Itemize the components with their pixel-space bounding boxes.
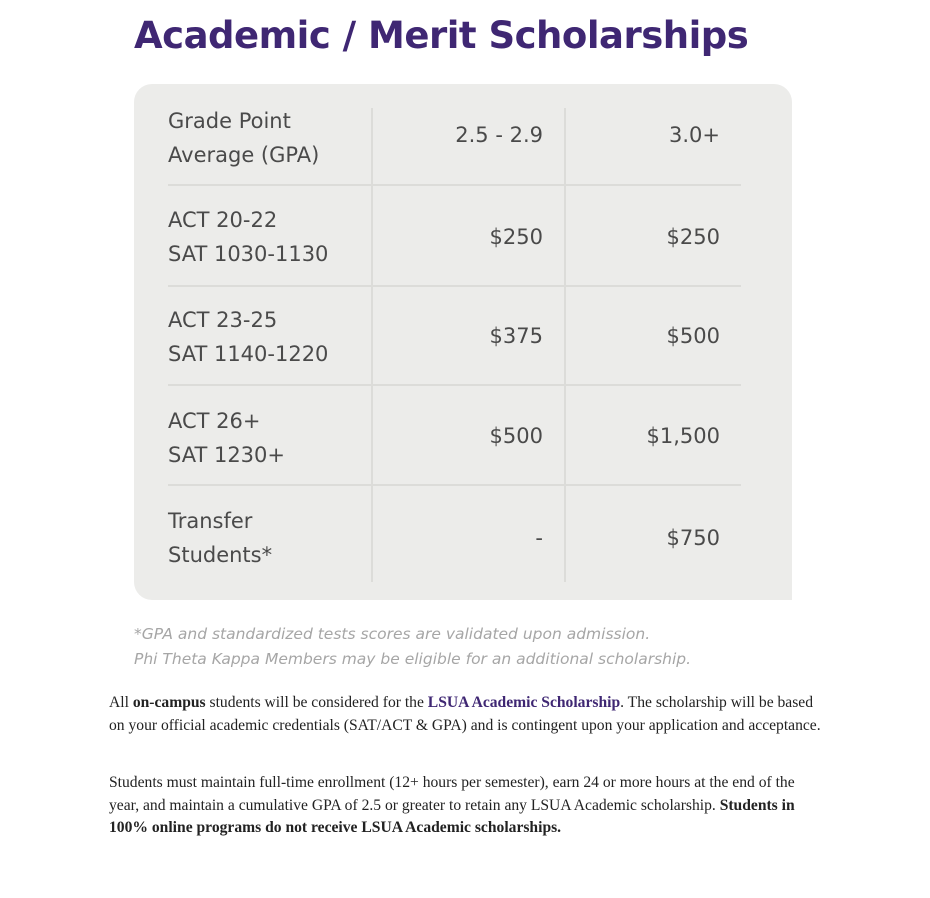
- row-label-line1: ACT 23-25: [168, 308, 278, 332]
- header-gpa-3-0: 3.0+: [669, 123, 720, 147]
- row-label: [168, 404, 285, 472]
- table-cell: -: [535, 526, 543, 550]
- table-cell: $750: [666, 526, 720, 550]
- footnote-line2: Phi Theta Kappa Members may be eligible for an additional scholarship.: [134, 650, 692, 668]
- column-divider: [371, 108, 373, 582]
- row-label: [168, 203, 328, 271]
- row-divider: [168, 484, 741, 486]
- row-divider: [168, 285, 741, 287]
- table-cell: $500: [666, 324, 720, 348]
- scholarship-link[interactable]: LSUA Academic Scholarship: [427, 694, 621, 711]
- text-run: Students must maintain full-time enrollment (12+ hours per semester), earn 24 or more hours at the end of the year, and maintain a cumulative GPA of 2.5 or greater to retain any LSUA Academic scholarship.: [109, 774, 795, 814]
- footnote-line1: *GPA and standardized tests scores are validated upon admission.: [134, 625, 651, 643]
- row-label-line2: Students*: [168, 543, 273, 567]
- table-cell: $250: [489, 225, 543, 249]
- row-label-line2: SAT 1030-1130: [168, 242, 329, 266]
- text-run: . The scholarship will be based on your official academic credentials (SAT/ACT & GPA) and is contingent upon your application and acceptance.: [109, 694, 821, 734]
- row-label-line2: SAT 1140-1220: [168, 342, 329, 366]
- emphasis-text: on-campus: [132, 694, 206, 711]
- row-label: [168, 504, 272, 572]
- row-divider: [168, 384, 741, 386]
- header-gpa-2-5: 2.5 - 2.9: [455, 123, 543, 147]
- footnote: [134, 622, 691, 672]
- table-cell: $375: [489, 324, 543, 348]
- scholarship-table: [134, 84, 792, 600]
- table-cell: $500: [489, 424, 543, 448]
- row-label-line1: ACT 20-22: [168, 208, 278, 232]
- emphasis-text: Students in 100% online programs do not receive LSUA Academic scholarships.: [109, 796, 795, 836]
- row-label-line1: ACT 26+: [168, 409, 261, 433]
- row-divider: [168, 184, 741, 186]
- row-label-line1: Transfer: [168, 509, 253, 533]
- row-label-line2: SAT 1230+: [168, 443, 285, 467]
- table-cell: $250: [666, 225, 720, 249]
- text-run: All: [109, 694, 133, 711]
- header-label-line1: Grade Point: [168, 109, 291, 133]
- header-label-line2: Average (GPA): [168, 143, 320, 167]
- page-title: Academic / Merit Scholarships: [134, 14, 749, 57]
- column-divider: [564, 108, 566, 582]
- header-label: [168, 104, 319, 172]
- eligibility-paragraph: [109, 692, 821, 737]
- requirements-paragraph: [109, 772, 821, 840]
- row-label: [168, 303, 328, 371]
- table-cell: $1,500: [646, 424, 720, 448]
- text-run: students will be considered for the: [205, 694, 428, 711]
